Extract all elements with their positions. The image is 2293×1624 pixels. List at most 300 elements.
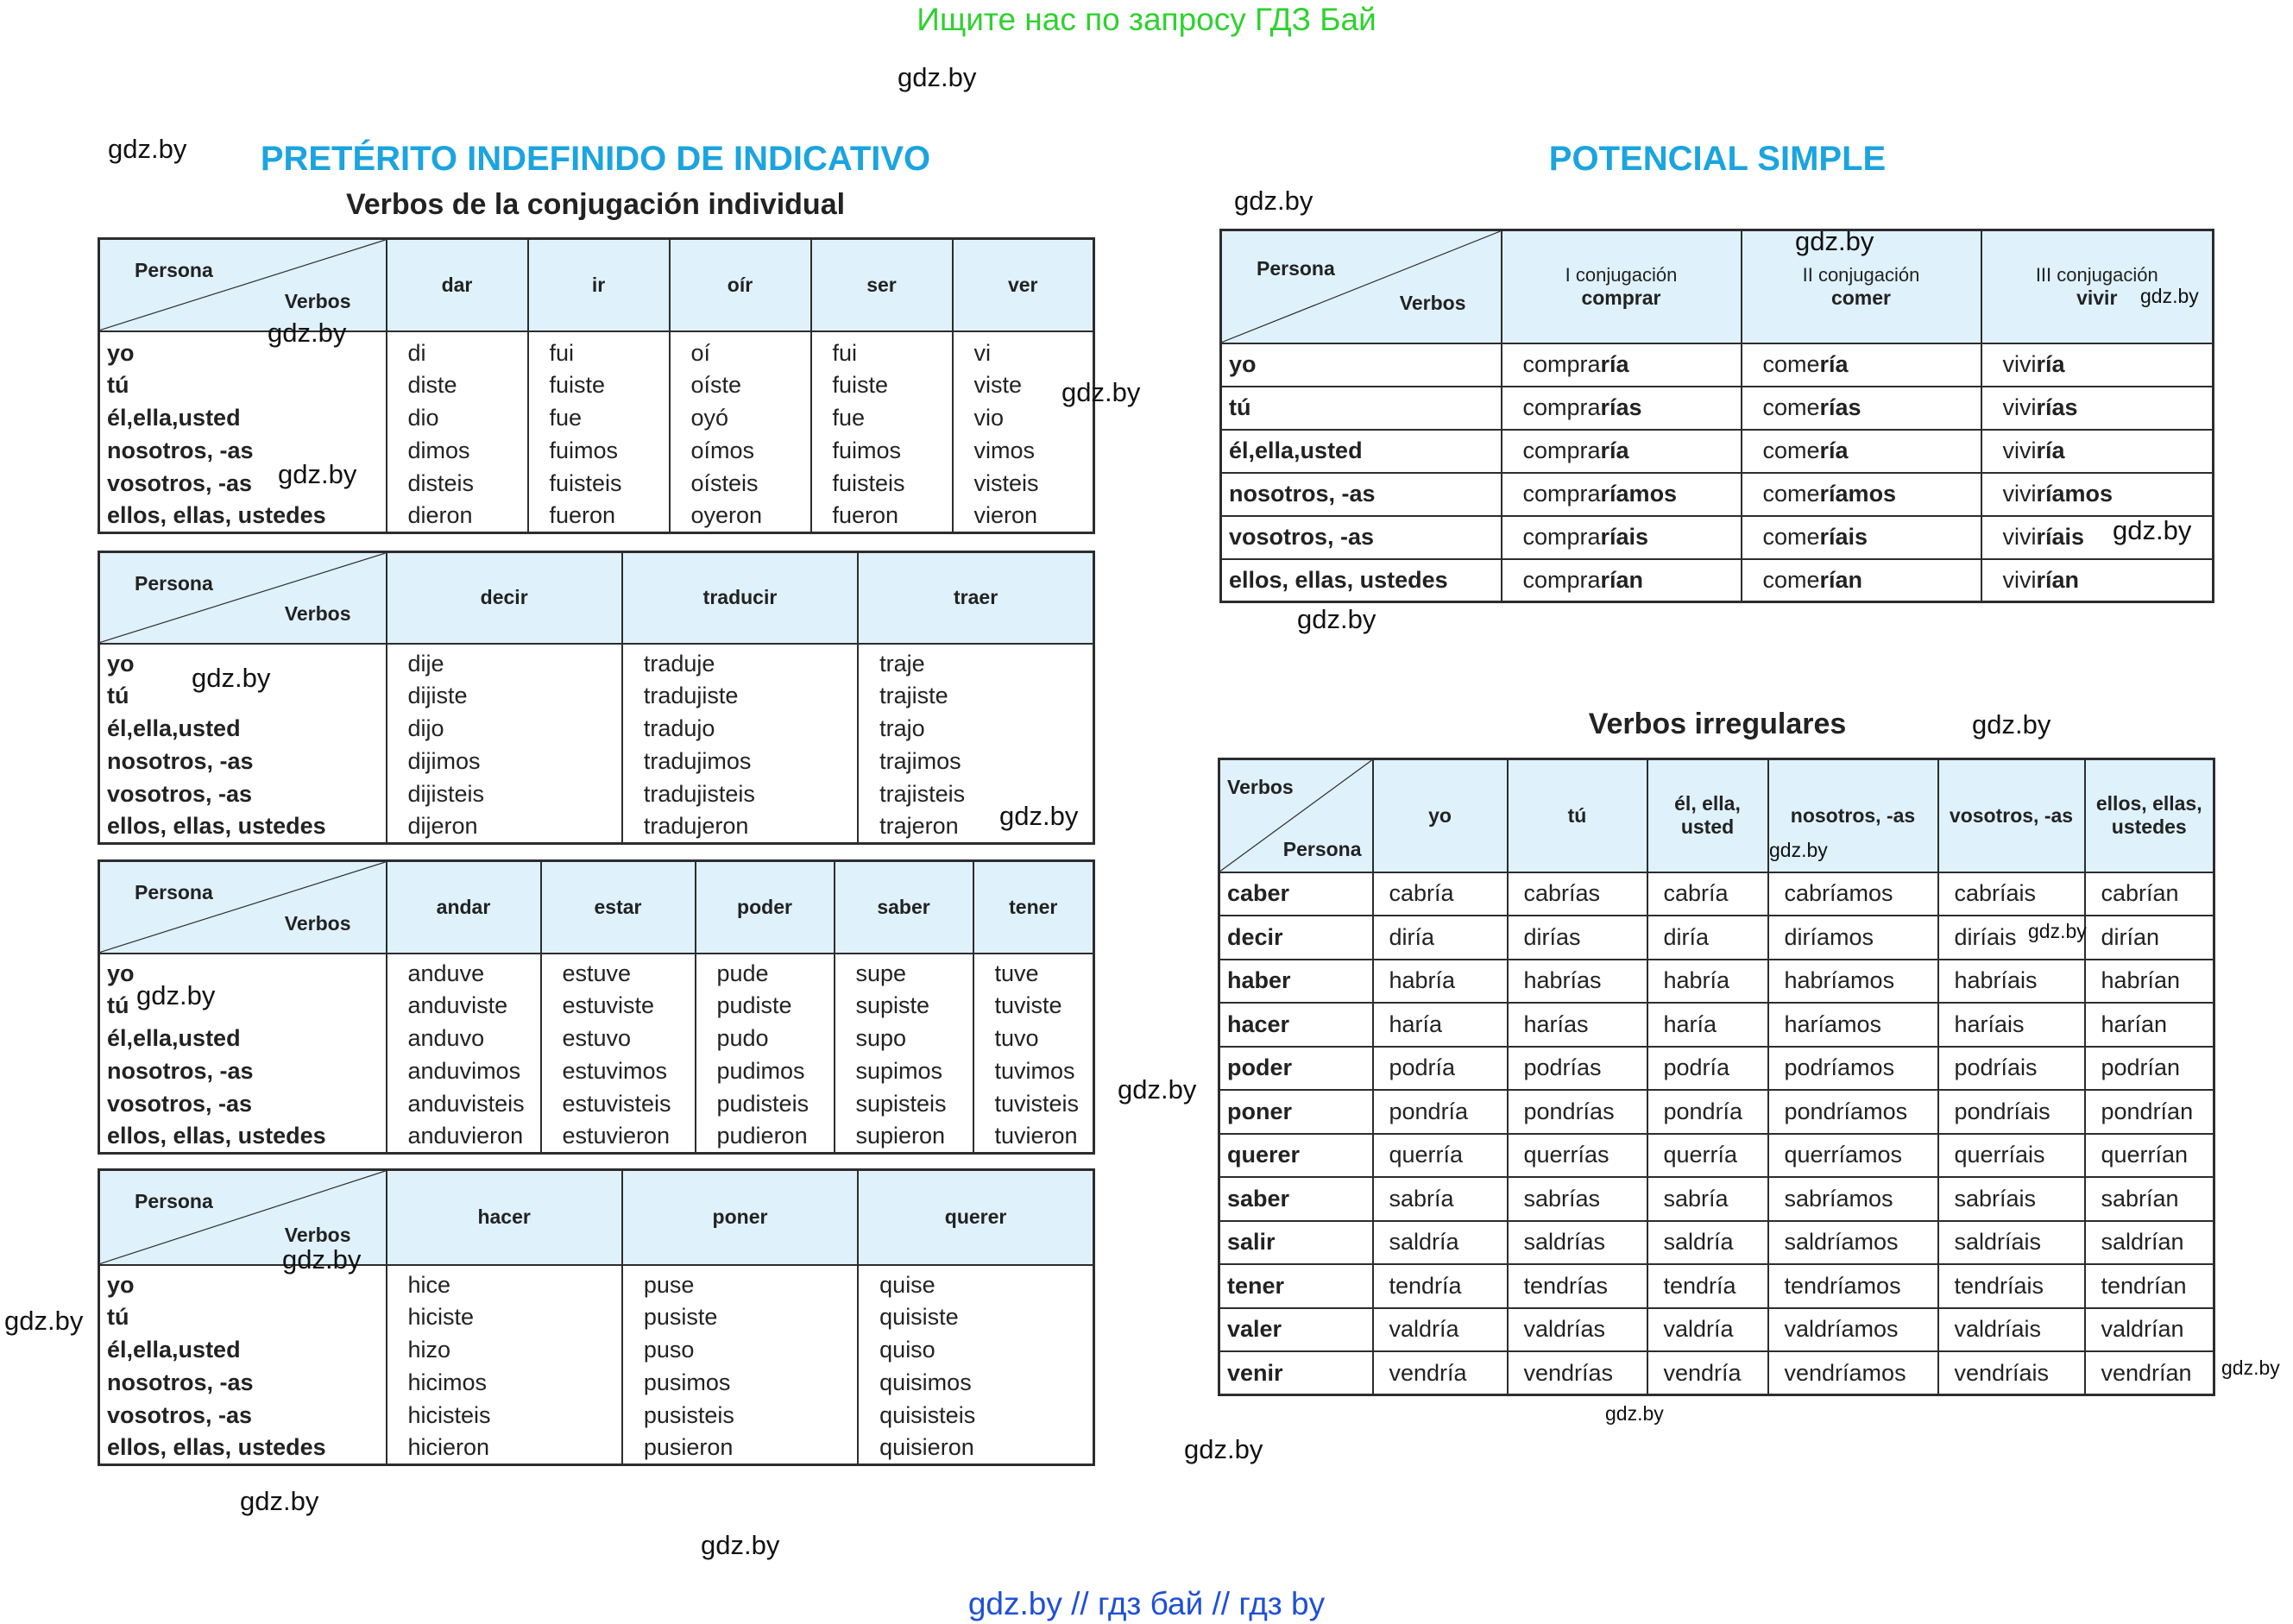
table-row: [1219, 1351, 2214, 1395]
verb-form-cell: valdríamos: [1768, 1308, 1938, 1352]
verb-form-cell: vendrías: [1508, 1351, 1647, 1395]
verb-label: poder: [1219, 1047, 1373, 1091]
persona-label: tú: [99, 680, 387, 713]
verb-label: caber: [1219, 872, 1373, 916]
verb-header: dar: [387, 239, 528, 331]
verb-header: poner: [622, 1170, 858, 1265]
verb-stem: vivi: [2002, 566, 2037, 593]
verb-form-cell: anduviste: [387, 990, 541, 1023]
table-row: [99, 1121, 1094, 1154]
verb-header: hacer: [387, 1170, 622, 1265]
verb-form-cell: haríais: [1938, 1003, 2085, 1047]
conjugation-header: I conjugación comprar: [1502, 230, 1742, 343]
verb-form-cell: diría: [1373, 916, 1508, 960]
verb-form-cell: puse: [622, 1265, 858, 1301]
verb-form-cell: haría: [1647, 1003, 1768, 1047]
verb-form-cell: pudimos: [696, 1055, 835, 1088]
persona-label: él,ella,usted: [99, 402, 387, 435]
verb-form-cell: cabrías: [1508, 872, 1647, 916]
verb-form-cell: dijimos: [387, 746, 622, 778]
verb-form-cell: tuvisteis: [973, 1088, 1094, 1121]
verb-form-cell: podrías: [1508, 1047, 1647, 1091]
persona-label: ellos, ellas, ustedes: [1221, 559, 1502, 602]
watermark: gdz.by: [701, 1530, 780, 1560]
persona-label: él,ella,usted: [99, 1334, 387, 1367]
verb-form-cell: tuviste: [973, 990, 1094, 1023]
table-row: [99, 746, 1094, 778]
verb-stem: compra: [1522, 524, 1601, 550]
table-row: [99, 402, 1094, 435]
verb-form-cell: oíste: [670, 369, 811, 402]
verb-form-cell: dirían: [2085, 916, 2214, 960]
verb-form-cell: tradujimos: [622, 746, 858, 778]
verb-form-cell: harías: [1508, 1003, 1647, 1047]
person-header: ellos, ellas, ustedes: [2085, 759, 2214, 872]
verb-form-cell: fue: [528, 402, 670, 435]
verb-form-cell: saldría: [1647, 1221, 1768, 1265]
table-row: [99, 1334, 1094, 1367]
verb-form-cell: [1981, 473, 2214, 516]
verb-form-cell: cabría: [1373, 872, 1508, 916]
verb-form-cell: valdría: [1373, 1308, 1508, 1352]
table-row: [99, 435, 1094, 468]
person-header: tú: [1508, 759, 1647, 872]
watermark: gdz.by: [192, 663, 271, 693]
verb-form-cell: supieron: [835, 1121, 973, 1154]
verb-form-cell: estuviste: [541, 990, 696, 1023]
verb-form-cell: [1981, 387, 2214, 430]
verb-form-cell: supiste: [835, 990, 973, 1023]
persona-label: nosotros, -as: [99, 435, 387, 468]
watermark: gdz.by: [898, 62, 977, 92]
watermark: gdz.by: [2140, 285, 2199, 307]
verb-form-cell: vendría: [1373, 1351, 1508, 1395]
persona-label: vosotros, -as: [99, 778, 387, 811]
verb-stem: vivi: [2002, 524, 2037, 550]
verb-ending: rían: [1819, 566, 1863, 593]
verb-form-cell: oímos: [670, 435, 811, 468]
verb-form-cell: fui: [528, 331, 670, 369]
verb-form-cell: sabríamos: [1768, 1177, 1938, 1221]
verb-form-cell: [1742, 387, 1981, 430]
watermark: gdz.by: [1061, 377, 1141, 407]
verb-form-cell: sabrías: [1508, 1177, 1647, 1221]
verb-form-cell: saldríais: [1938, 1221, 2085, 1265]
left-section-subtitle: Verbos de la conjugación individual: [345, 188, 846, 221]
verb-form-cell: querríamos: [1768, 1134, 1938, 1178]
persona-label: vosotros, -as: [99, 1088, 387, 1121]
verb-form-cell: habría: [1647, 960, 1768, 1004]
verb-form-cell: valdría: [1647, 1308, 1768, 1352]
verb-form-cell: pondrían: [2085, 1090, 2214, 1134]
verb-header: ir: [528, 239, 670, 331]
watermark: gdz.by: [1972, 709, 2051, 740]
verb-form-cell: anduvisteis: [387, 1088, 541, 1121]
verb-form-cell: estuvimos: [541, 1055, 696, 1088]
persona-label: yo: [1221, 343, 1502, 387]
verb-form-cell: querrías: [1508, 1134, 1647, 1178]
verb-form-cell: querríais: [1938, 1134, 2085, 1178]
verb-form-cell: querría: [1373, 1134, 1508, 1178]
verb-form-cell: [1502, 516, 1742, 559]
verb-stem: come: [1762, 524, 1820, 550]
verb-ending: ría: [1819, 437, 1849, 463]
verb-form-cell: podríais: [1938, 1047, 2085, 1091]
verb-form-cell: hicieron: [387, 1432, 622, 1465]
verb-form-cell: [1502, 387, 1742, 430]
verb-form-cell: dije: [387, 644, 622, 680]
table-row: [1219, 1264, 2214, 1308]
verb-form-cell: fuiste: [528, 369, 670, 402]
persona-label: yo: [99, 331, 387, 369]
verb-form-cell: [1742, 430, 1981, 473]
table-row: [1221, 559, 2214, 602]
verb-ending: ría: [1819, 351, 1849, 377]
verb-form-cell: anduvieron: [387, 1121, 541, 1154]
verb-form-cell: estuvieron: [541, 1121, 696, 1154]
verb-form-cell: [1981, 559, 2214, 602]
verb-form-cell: estuvo: [541, 1023, 696, 1055]
verb-form-cell: anduvimos: [387, 1055, 541, 1088]
verb-form-cell: podríamos: [1768, 1047, 1938, 1091]
verb-form-cell: valdrían: [2085, 1308, 2214, 1352]
verb-form-cell: vieron: [953, 500, 1094, 533]
person-header: nosotros, -as: [1768, 759, 1938, 872]
persona-label: él,ella,usted: [99, 713, 387, 746]
verb-header: tener: [973, 861, 1094, 954]
verb-form-cell: tendría: [1647, 1264, 1768, 1308]
verb-form-cell: fuiste: [811, 369, 953, 402]
table-row: [1221, 516, 2214, 559]
verb-label: tener: [1219, 1264, 1373, 1308]
watermark: gdz.by: [2221, 1356, 2280, 1379]
verb-ending: ríamos: [2036, 481, 2113, 507]
verb-ending: rías: [1819, 394, 1861, 420]
verb-form-cell: fuimos: [811, 435, 953, 468]
table-row: [1221, 387, 2214, 430]
verb-form-cell: dijo: [387, 713, 622, 746]
verb-form-cell: pudisteis: [696, 1088, 835, 1121]
verb-form-cell: tuve: [973, 954, 1094, 990]
verb-form-cell: tendrían: [2085, 1264, 2214, 1308]
verb-form-cell: tendríamos: [1768, 1264, 1938, 1308]
verb-form-cell: cabrían: [2085, 872, 2214, 916]
verb-ending: ría: [1600, 437, 1629, 463]
verb-stem: compra: [1522, 566, 1601, 593]
verb-form-cell: [1742, 473, 1981, 516]
verb-form-cell: quiso: [858, 1334, 1093, 1367]
persona-label: yo: [99, 1265, 387, 1301]
verb-form-cell: saldría: [1373, 1221, 1508, 1265]
verb-form-cell: valdrías: [1508, 1308, 1647, 1352]
table-row: [99, 811, 1094, 844]
verb-form-cell: [1502, 559, 1742, 602]
verb-form-cell: diste: [387, 369, 528, 402]
verb-form-cell: puso: [622, 1334, 858, 1367]
verb-form-cell: habría: [1373, 960, 1508, 1004]
verb-form-cell: tradujisteis: [622, 778, 858, 811]
verb-ending: ría: [2036, 351, 2065, 377]
verb-form-cell: [1502, 430, 1742, 473]
persona-label: tú: [1221, 387, 1502, 430]
verb-form-cell: querrían: [2085, 1134, 2214, 1178]
verb-form-cell: [1742, 516, 1981, 559]
verb-form-cell: dijeron: [387, 811, 622, 844]
verb-stem: vivi: [2002, 481, 2037, 507]
verb-form-cell: vendría: [1647, 1351, 1768, 1395]
watermark: gdz.by: [268, 318, 347, 348]
right-section-title: POTENCIAL SIMPLE: [1548, 140, 1887, 178]
watermark: gdz.by: [278, 459, 357, 489]
verb-form-cell: dieron: [387, 500, 528, 533]
potencial-simple-table: [1219, 229, 2214, 603]
verb-ending: rías: [1600, 394, 1642, 420]
table-row: [99, 1367, 1094, 1400]
verb-form-cell: [1981, 343, 2214, 387]
conjugation-header: III conjugación vivir: [1981, 230, 2214, 343]
table-row: [1221, 473, 2214, 516]
verb-form-cell: quise: [858, 1265, 1093, 1301]
persona-label: ellos, ellas, ustedes: [99, 1121, 387, 1154]
verb-form-cell: quisisteis: [858, 1400, 1093, 1432]
verb-ending: ríamos: [1600, 481, 1678, 507]
table-row: [99, 468, 1094, 500]
verb-label: haber: [1219, 960, 1373, 1004]
verb-form-cell: [1742, 559, 1981, 602]
watermark: gdz.by: [136, 980, 216, 1010]
verb-form-cell: estuvisteis: [541, 1088, 696, 1121]
verb-form-cell: pondrías: [1508, 1090, 1647, 1134]
verb-form-cell: harían: [2085, 1003, 2214, 1047]
persona-label: yo: [99, 644, 387, 680]
table-row: [99, 778, 1094, 811]
verb-header: estar: [541, 861, 696, 954]
table-row: [1219, 1177, 2214, 1221]
verb-stem: come: [1762, 437, 1820, 463]
watermark: gdz.by: [999, 801, 1079, 831]
verb-form-cell: vio: [953, 402, 1094, 435]
table-corner-header: Persona Verbos: [99, 552, 387, 644]
verb-form-cell: habrían: [2085, 960, 2214, 1004]
verb-form-cell: [1502, 473, 1742, 516]
verb-form-cell: habríamos: [1768, 960, 1938, 1004]
verb-form-cell: pudieron: [696, 1121, 835, 1154]
persona-label: vosotros, -as: [1221, 516, 1502, 559]
verb-form-cell: quisiste: [858, 1301, 1093, 1334]
verb-header: traducir: [622, 552, 858, 644]
verb-form-cell: supisteis: [835, 1088, 973, 1121]
verb-form-cell: viste: [953, 369, 1094, 402]
table-row: [1219, 1221, 2214, 1265]
verb-form-cell: hice: [387, 1265, 622, 1301]
verb-form-cell: fuisteis: [811, 468, 953, 500]
verb-form-cell: hicisteis: [387, 1400, 622, 1432]
verb-form-cell: pudo: [696, 1023, 835, 1055]
verb-header: decir: [387, 552, 622, 644]
conjugation-header: II conjugación comer: [1742, 230, 1981, 343]
person-header: él, ella, usted: [1647, 759, 1768, 872]
verb-form-cell: tendríais: [1938, 1264, 2085, 1308]
verb-stem: come: [1762, 566, 1820, 593]
pretérito-table-hacer-querer: [98, 1168, 1095, 1466]
table-row: [1219, 1090, 2214, 1134]
verb-ending: ríamos: [1819, 481, 1897, 507]
left-section-title: PRETÉRITO INDEFINIDO DE INDICATIVO: [260, 140, 931, 178]
table-row: [1221, 430, 2214, 473]
pretérito-table-andar-tener: [98, 859, 1095, 1155]
verb-header: oír: [670, 239, 811, 331]
verb-form-cell: [1502, 343, 1742, 387]
watermark: gdz.by: [2028, 920, 2087, 942]
table-corner-header: Verbos Persona: [1219, 759, 1373, 872]
verb-label: poner: [1219, 1090, 1373, 1134]
verb-form-cell: habrías: [1508, 960, 1647, 1004]
verb-form-cell: fue: [811, 402, 953, 435]
verb-form-cell: traduje: [622, 644, 858, 680]
verb-label: valer: [1219, 1308, 1373, 1352]
verb-label: salir: [1219, 1221, 1373, 1265]
watermark: gdz.by: [240, 1486, 319, 1516]
verb-form-cell: visteis: [953, 468, 1094, 500]
verb-form-cell: disteis: [387, 468, 528, 500]
watermark: gdz.by: [1118, 1074, 1197, 1105]
verb-form-cell: vendríais: [1938, 1351, 2085, 1395]
verb-form-cell: tendrías: [1508, 1264, 1647, 1308]
verb-form-cell: dimos: [387, 435, 528, 468]
persona-label: nosotros, -as: [99, 1367, 387, 1400]
verb-form-cell: supe: [835, 954, 973, 990]
verb-stem: vivi: [2002, 437, 2037, 463]
verb-form-cell: oísteis: [670, 468, 811, 500]
table-corner-header: Persona Verbos: [1221, 230, 1502, 343]
verb-stem: come: [1762, 394, 1820, 420]
verb-form-cell: fueron: [528, 500, 670, 533]
table-row: [99, 1055, 1094, 1088]
verb-form-cell: trajiste: [858, 680, 1093, 713]
persona-label: nosotros, -as: [99, 1055, 387, 1088]
verb-stem: come: [1762, 351, 1820, 377]
verb-form-cell: pude: [696, 954, 835, 990]
table-row: [1219, 872, 2214, 916]
verb-form-cell: fuisteis: [528, 468, 670, 500]
verb-ending: ría: [1600, 351, 1629, 377]
verb-form-cell: pudiste: [696, 990, 835, 1023]
verb-form-cell: supo: [835, 1023, 973, 1055]
verb-form-cell: oyó: [670, 402, 811, 435]
verb-form-cell: cabríais: [1938, 872, 2085, 916]
table-row: [99, 1432, 1094, 1465]
verb-form-cell: fui: [811, 331, 953, 369]
verb-form-cell: dio: [387, 402, 528, 435]
verb-form-cell: tuvimos: [973, 1055, 1094, 1088]
verb-form-cell: vendríamos: [1768, 1351, 1938, 1395]
watermark: gdz.by: [1795, 226, 1874, 256]
table-corner-header: Persona Verbos: [99, 239, 387, 331]
verb-form-cell: oí: [670, 331, 811, 369]
persona-label: ellos, ellas, ustedes: [99, 811, 387, 844]
verb-form-cell: podría: [1647, 1047, 1768, 1091]
verb-ending: ríais: [1600, 524, 1649, 550]
table-row: [99, 954, 1094, 990]
verb-form-cell: fueron: [811, 500, 953, 533]
table-row: [99, 990, 1094, 1023]
verb-form-cell: pusimos: [622, 1367, 858, 1400]
verb-form-cell: diría: [1647, 916, 1768, 960]
verb-form-cell: hizo: [387, 1334, 622, 1367]
verb-form-cell: haría: [1373, 1003, 1508, 1047]
persona-label: ellos, ellas, ustedes: [99, 500, 387, 533]
verb-form-cell: oyeron: [670, 500, 811, 533]
persona-label: nosotros, -as: [99, 746, 387, 778]
verb-form-cell: diríais: [1938, 916, 2085, 960]
verb-form-cell: estuve: [541, 954, 696, 990]
table-row: [1221, 343, 2214, 387]
persona-label: nosotros, -as: [1221, 473, 1502, 516]
footer-links[interactable]: gdz.by // гдз бай // гдз by: [967, 1586, 1326, 1621]
watermark: gdz.by: [108, 134, 187, 164]
verb-form-cell: sabrían: [2085, 1177, 2214, 1221]
verb-form-cell: trajimos: [858, 746, 1093, 778]
verb-form-cell: pusisteis: [622, 1400, 858, 1432]
verb-form-cell: dirías: [1508, 916, 1647, 960]
persona-label: tú: [99, 369, 387, 402]
verb-form-cell: cabríamos: [1768, 872, 1938, 916]
table-row: [1219, 1308, 2214, 1352]
verb-form-cell: dijiste: [387, 680, 622, 713]
verb-stem: compra: [1522, 351, 1601, 377]
table-row: [99, 713, 1094, 746]
verb-form-cell: [1742, 343, 1981, 387]
watermark: gdz.by: [282, 1244, 362, 1275]
person-header: yo: [1373, 759, 1508, 872]
verb-form-cell: cabría: [1647, 872, 1768, 916]
verb-stem: come: [1762, 481, 1820, 507]
verb-ending: ríais: [1819, 524, 1868, 550]
verb-form-cell: pondríais: [1938, 1090, 2085, 1134]
verb-stem: compra: [1522, 481, 1601, 507]
verb-form-cell: querría: [1647, 1134, 1768, 1178]
verb-stem: vivi: [2002, 351, 2037, 377]
verb-ending: ría: [2036, 437, 2065, 463]
verb-form-cell: hiciste: [387, 1301, 622, 1334]
verbos-irregulares-table: [1218, 758, 2215, 1396]
verb-header: traer: [858, 552, 1093, 644]
verb-form-cell: anduvo: [387, 1023, 541, 1055]
verb-form-cell: valdríais: [1938, 1308, 2085, 1352]
right-section-subtitle: Verbos irregulares: [1588, 708, 1847, 740]
verb-header: querer: [858, 1170, 1093, 1265]
watermark: gdz.by: [1605, 1402, 1664, 1425]
table-row: [99, 1265, 1094, 1301]
verb-form-cell: tradujiste: [622, 680, 858, 713]
verb-form-cell: supimos: [835, 1055, 973, 1088]
verb-form-cell: vendrían: [2085, 1351, 2214, 1395]
pretérito-table-dar-ver: [98, 237, 1095, 534]
verb-form-cell: trajisteis: [858, 778, 1093, 811]
watermark: gdz.by: [1297, 604, 1376, 634]
persona-label: tú: [99, 990, 387, 1023]
verb-label: venir: [1219, 1351, 1373, 1395]
verb-form-cell: habríais: [1938, 960, 2085, 1004]
verb-form-cell: di: [387, 331, 528, 369]
table-corner-header: Persona Verbos: [99, 1170, 387, 1265]
top-banner: Ищите нас по запросу ГДЗ Бай: [917, 2, 1376, 37]
table-row: [1219, 1047, 2214, 1091]
table-row: [99, 1400, 1094, 1432]
verb-form-cell: hicimos: [387, 1367, 622, 1400]
verb-label: querer: [1219, 1134, 1373, 1178]
verb-form-cell: quisimos: [858, 1367, 1093, 1400]
